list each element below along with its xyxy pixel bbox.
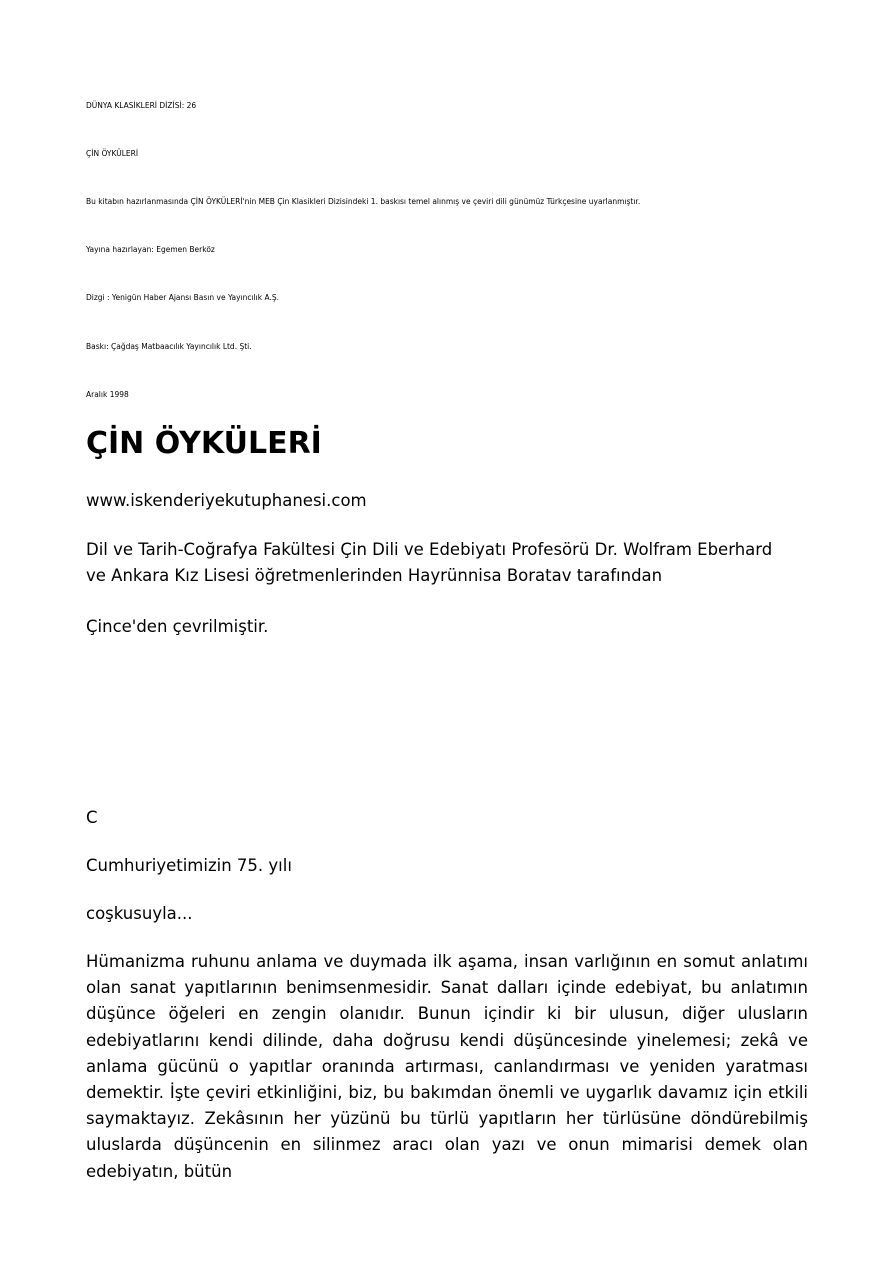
- publication-date: Aralık 1998: [86, 390, 129, 399]
- editor-credit: Yayına hazırlayan: Egemen Berköz: [86, 245, 215, 254]
- series-info: DÜNYA KLASİKLERİ DİZİSİ: 26: [86, 101, 197, 110]
- typesetting-credit: Dizgi : Yenigün Haber Ajansı Basın ve Yayıncılık A.Ş.: [86, 293, 279, 302]
- translated-from: Çince'den çevrilmiştir.: [86, 617, 269, 636]
- book-name-small: ÇİN ÖYKÜLERİ: [86, 149, 139, 158]
- letter-c: C: [86, 808, 98, 827]
- translators-line-2: ve Ankara Kız Lisesi öğretmenlerinden Hayrünnisa Boratav tarafından: [86, 566, 663, 585]
- dedication-line-2: coşkusuyla...: [86, 904, 193, 923]
- body-paragraph: Hümanizma ruhunu anlama ve duymada ilk aşama, insan varlığının en somut anlatımı olan sanat yapıtlarının benimsenmesidir. Sanat dalları içinde edebiyat, bu anlatımın düşünce öğeleri en zengin olanıdır. Bunun içindir ki bir ulusun, diğer ulusların edebiyatlarını kendi dilinde, daha doğrusu kendi düşüncesinde yinelemesi; zekâ ve anlama gücünü o yapıtlar oranında artırması, canlandırması ve yeniden yaratması demektir. İşte çeviri etkinliğini, biz, bu bakımdan önemli ve uygarlık davamız için etkili saymaktayız. Zekâsının her yüzünü bu türlü yapıtların her türlüsüne döndürebilmiş uluslarda düşüncenin en silinmez aracı olan yazı ve onun mimarisi demek olan edebiyatın, bütün: [86, 952, 808, 1181]
- translators-line-1: Dil ve Tarih-Coğrafya Fakültesi Çin Dili ve Edebiyatı Profesörü Dr. Wolfram Eberhard: [86, 540, 773, 559]
- edition-note: Bu kitabın hazırlanmasında ÇİN ÖYKÜLERİ'nin MEB Çin Klasikleri Dizisindeki 1. baskısı temel alınmış ve çeviri dili günümüz Türkçesine uyarlanmıştır.: [86, 197, 641, 206]
- dedication-line-1: Cumhuriyetimizin 75. yılı: [86, 856, 292, 875]
- printing-credit: Baskı: Çağdaş Matbaacılık Yayıncılık Ltd. Şti.: [86, 342, 252, 351]
- page-title: ÇİN ÖYKÜLERİ: [86, 426, 322, 461]
- website-link[interactable]: www.iskenderiyekutuphanesi.com: [86, 491, 367, 510]
